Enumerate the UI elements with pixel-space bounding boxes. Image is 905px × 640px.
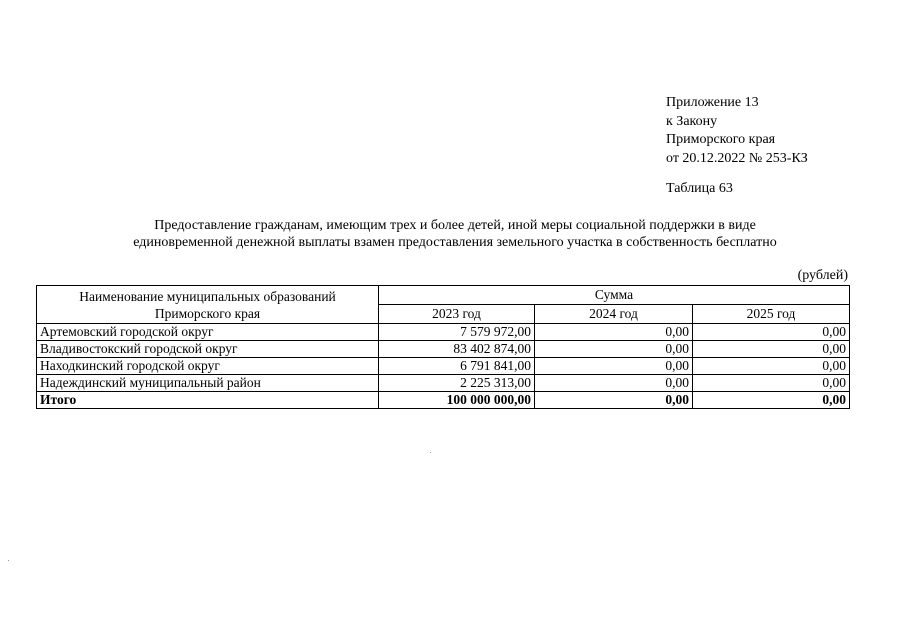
appendix-line: к Закону — [666, 113, 718, 129]
row-value: 0,00 — [535, 358, 693, 375]
row-value: 0,00 — [535, 324, 693, 341]
budget-table — [36, 285, 850, 409]
appendix-reference — [666, 94, 808, 168]
table-header-row — [37, 286, 850, 305]
appendix-line: Приморского края — [666, 132, 776, 147]
title-line: Предоставление гражданам, имеющим трех и более детей, иной меры социальной поддержки в виде — [154, 218, 756, 233]
row-value: 2 225 313,00 — [379, 375, 535, 392]
scan-speck — [8, 560, 9, 561]
row-name: Артемовский городской округ — [37, 324, 379, 341]
row-name: Надеждинский муниципальный район — [37, 375, 379, 392]
row-value: 6 791 841,00 — [379, 358, 535, 375]
table-number: Таблица 63 — [666, 181, 733, 196]
header-name-line: Приморского края — [154, 305, 261, 321]
header-name — [37, 286, 379, 324]
header-sum: Сумма — [379, 286, 850, 305]
scan-speck — [430, 452, 431, 453]
row-name: Находкинский городской округ — [37, 358, 379, 375]
document-title — [60, 217, 850, 251]
row-value: 83 402 874,00 — [379, 341, 535, 358]
header-year: 2023 год — [379, 305, 535, 324]
header-name-line: Наименование муниципальных образований — [79, 288, 336, 304]
row-value: 0,00 — [693, 324, 850, 341]
total-name: Итого — [37, 392, 379, 409]
units-label: (рублей) — [797, 268, 848, 283]
row-value: 0,00 — [693, 375, 850, 392]
header-year: 2025 год — [693, 305, 850, 324]
title-line: единовременной денежной выплаты взамен предоставления земельного участка в собственность бесплатно — [133, 235, 777, 250]
appendix-line: от 20.12.2022 № 253-КЗ — [666, 150, 808, 166]
table-row — [37, 341, 850, 358]
row-value: 0,00 — [535, 341, 693, 358]
total-value: 100 000 000,00 — [379, 392, 535, 409]
row-name: Владивостокский городской округ — [37, 341, 379, 358]
table-row — [37, 324, 850, 341]
row-value: 0,00 — [693, 341, 850, 358]
table-total-row — [37, 392, 850, 409]
row-value: 0,00 — [693, 358, 850, 375]
table-row — [37, 358, 850, 375]
table-row — [37, 375, 850, 392]
total-value: 0,00 — [535, 392, 693, 409]
total-value: 0,00 — [693, 392, 850, 409]
row-value: 0,00 — [535, 375, 693, 392]
row-value: 7 579 972,00 — [379, 324, 535, 341]
header-year: 2024 год — [535, 305, 693, 324]
appendix-line: Приложение 13 — [666, 95, 759, 110]
